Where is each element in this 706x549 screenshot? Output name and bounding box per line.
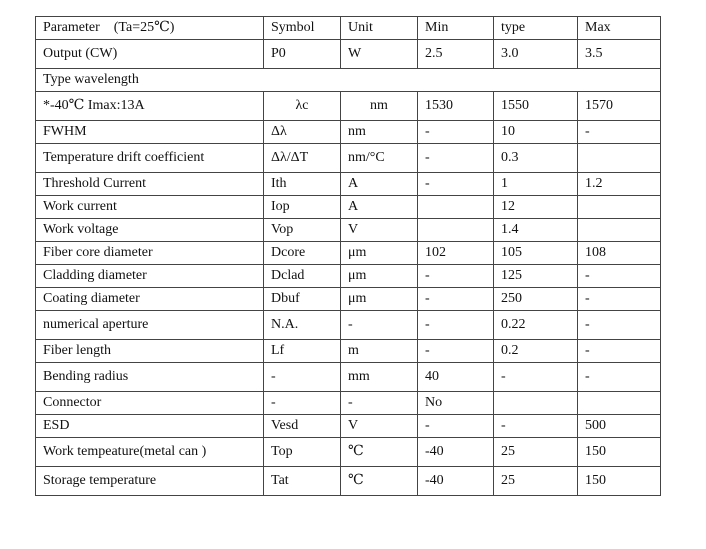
cell-min [418,196,494,219]
cell-max: - [578,265,661,288]
cell-symbol: - [264,392,341,415]
cell-min: - [418,311,494,340]
cell-parameter: Storage temperature [36,467,264,496]
cell-unit: m [341,340,418,363]
cell-unit: - [341,311,418,340]
cell-max: 150 [578,467,661,496]
cell-max: - [578,121,661,144]
cell-parameter: *-40℃ Imax:13A [36,92,264,121]
cell-unit: nm [341,92,418,121]
cell-min: 2.5 [418,40,494,69]
cell-min: - [418,121,494,144]
cell-max [578,196,661,219]
table-row [36,415,661,438]
cell-unit: A [341,173,418,196]
table-row [36,196,661,219]
header-min: Min [418,17,494,40]
cell-unit: μm [341,288,418,311]
table-row [36,340,661,363]
cell-symbol: Vop [264,219,341,242]
cell-max: - [578,340,661,363]
cell-max: 1570 [578,92,661,121]
cell-type: 12 [494,196,578,219]
cell-min: - [418,265,494,288]
header-unit: Unit [341,17,418,40]
cell-parameter: Cladding diameter [36,265,264,288]
cell-type: 25 [494,438,578,467]
cell-parameter: FWHM [36,121,264,144]
cell-symbol: P0 [264,40,341,69]
cell-parameter: Fiber core diameter [36,242,264,265]
table-row [36,69,661,92]
table-row [36,40,661,69]
cell-unit: W [341,40,418,69]
cell-min: 1530 [418,92,494,121]
cell-type: 125 [494,265,578,288]
cell-unit: nm/°C [341,144,418,173]
cell-symbol: Ith [264,173,341,196]
table-row [36,392,661,415]
cell-max [578,219,661,242]
cell-type [494,392,578,415]
cell-unit: μm [341,265,418,288]
cell-min: No [418,392,494,415]
cell-max [578,392,661,415]
cell-unit: A [341,196,418,219]
table-row [36,363,661,392]
header-symbol: Symbol [264,17,341,40]
cell-symbol: Δλ [264,121,341,144]
header-parameter: Parameter (Ta=25℃) [36,17,264,40]
cell-symbol: Dclad [264,265,341,288]
cell-min: - [418,173,494,196]
table-row [36,438,661,467]
cell-max: 150 [578,438,661,467]
table-row [36,173,661,196]
table-row [36,242,661,265]
cell-min: -40 [418,467,494,496]
cell-min: - [418,288,494,311]
cell-type: 250 [494,288,578,311]
cell-symbol: Lf [264,340,341,363]
spec-table [35,16,661,496]
cell-min: -40 [418,438,494,467]
header-max: Max [578,17,661,40]
cell-symbol: N.A. [264,311,341,340]
cell-type: 1.4 [494,219,578,242]
cell-symbol: Tat [264,467,341,496]
cell-min: 102 [418,242,494,265]
table-row [36,288,661,311]
cell-type: 0.3 [494,144,578,173]
cell-unit: nm [341,121,418,144]
table-row [36,144,661,173]
cell-unit: μm [341,242,418,265]
cell-min: - [418,340,494,363]
cell-parameter: Work voltage [36,219,264,242]
table-row [36,265,661,288]
cell-type: - [494,363,578,392]
table-row [36,92,661,121]
table-row [36,467,661,496]
cell-max: 108 [578,242,661,265]
cell-type: 1550 [494,92,578,121]
cell-type: 10 [494,121,578,144]
cell-symbol: Dcore [264,242,341,265]
cell-type: 0.22 [494,311,578,340]
table-row [36,311,661,340]
cell-parameter: Output (CW) [36,40,264,69]
cell-type: 25 [494,467,578,496]
cell-type: 1 [494,173,578,196]
cell-parameter: Work current [36,196,264,219]
cell-min: - [418,415,494,438]
cell-unit: mm [341,363,418,392]
cell-symbol: Iop [264,196,341,219]
cell-max: 500 [578,415,661,438]
cell-parameter: Work tempeature(metal can ) [36,438,264,467]
cell-symbol: Dbuf [264,288,341,311]
cell-parameter: ESD [36,415,264,438]
table-row [36,219,661,242]
cell-symbol: λc [264,92,341,121]
table-header-row [36,17,661,40]
cell-symbol: Vesd [264,415,341,438]
cell-parameter: Connector [36,392,264,415]
cell-max: 3.5 [578,40,661,69]
cell-parameter: Fiber length [36,340,264,363]
cell-parameter: Bending radius [36,363,264,392]
cell-type: - [494,415,578,438]
cell-symbol: Δλ/ΔT [264,144,341,173]
cell-type: 0.2 [494,340,578,363]
cell-unit: ℃ [341,438,418,467]
cell-symbol: - [264,363,341,392]
cell-parameter: Threshold Current [36,173,264,196]
cell-type: 105 [494,242,578,265]
table-row [36,121,661,144]
cell-max: - [578,288,661,311]
cell-unit: V [341,415,418,438]
cell-parameter: Temperature drift coefficient [36,144,264,173]
cell-min: 40 [418,363,494,392]
cell-parameter: Type wavelength [36,69,661,92]
cell-min [418,219,494,242]
cell-parameter: Coating diameter [36,288,264,311]
cell-max: 1.2 [578,173,661,196]
cell-unit: ℃ [341,467,418,496]
cell-max: - [578,311,661,340]
cell-unit: - [341,392,418,415]
cell-min: - [418,144,494,173]
cell-symbol: Top [264,438,341,467]
cell-max: - [578,363,661,392]
cell-type: 3.0 [494,40,578,69]
cell-max [578,144,661,173]
header-type: type [494,17,578,40]
cell-parameter: numerical aperture [36,311,264,340]
cell-unit: V [341,219,418,242]
